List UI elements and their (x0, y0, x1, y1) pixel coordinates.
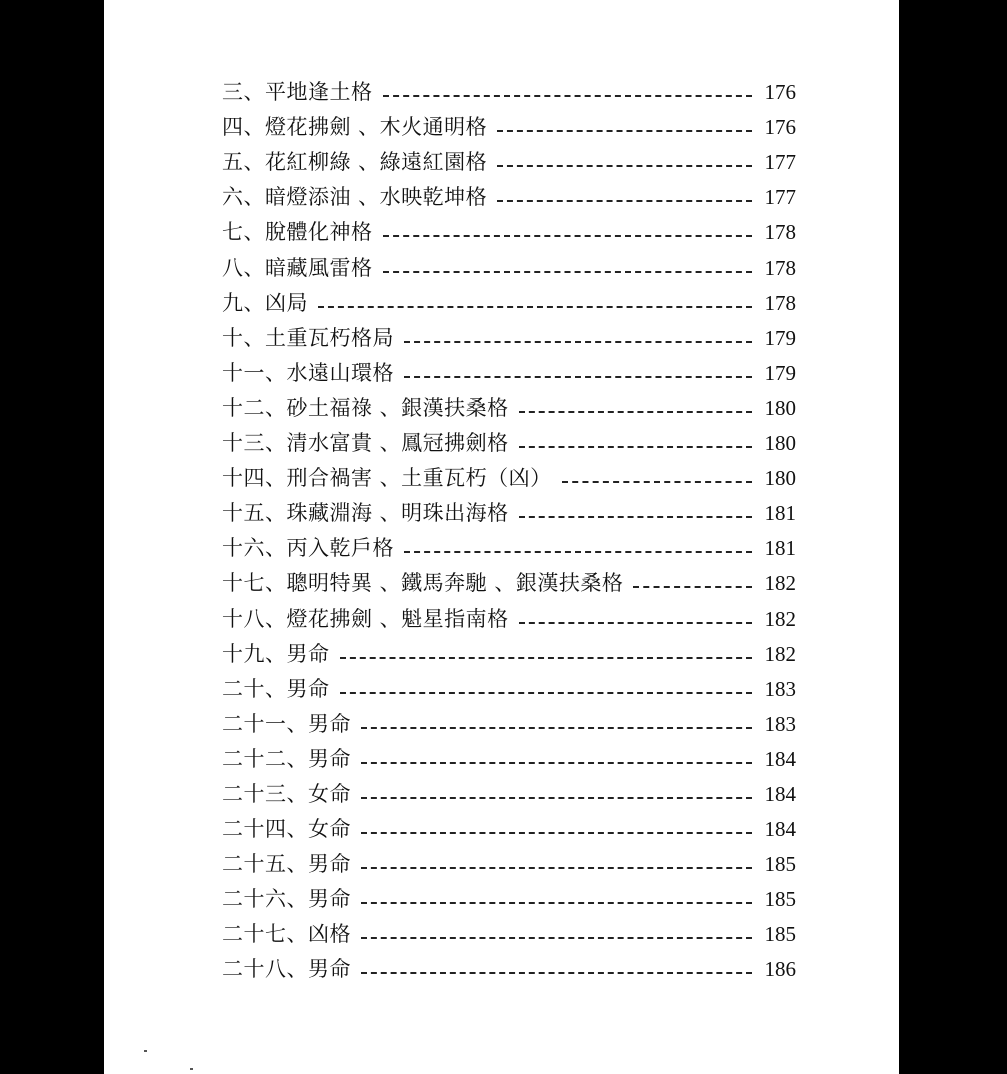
toc-entry-title: 十七、聰明特異 、鐵馬奔馳 、銀漢扶桑格 (222, 571, 624, 596)
toc-entry-title: 二十五、男命 (222, 852, 351, 877)
toc-entry-title: 五、花紅柳綠 、綠遠紅園格 (222, 150, 488, 175)
toc-entry-page: 184 (764, 817, 796, 842)
toc-entry-title: 二十七、凶格 (222, 922, 351, 947)
toc-leader-dots (361, 832, 752, 834)
toc-entry-page: 185 (764, 922, 796, 947)
toc-entry-title: 二十四、女命 (222, 817, 351, 842)
toc-entry[interactable] (222, 421, 796, 456)
toc-entry-title: 二十、男命 (222, 676, 330, 701)
toc-entry[interactable] (222, 702, 796, 737)
toc-entry[interactable] (222, 667, 796, 702)
toc-entry-page: 176 (764, 80, 796, 105)
toc-entry-title: 十四、刑合禍害 、土重瓦朽（凶） (222, 466, 552, 491)
toc-entry-title: 十一、水遠山環格 (222, 360, 394, 385)
toc-entry-page: 182 (764, 606, 796, 631)
toc-entry[interactable] (222, 245, 796, 280)
toc-entry[interactable] (222, 70, 796, 105)
toc-entry-page: 177 (764, 185, 796, 210)
toc-entry-title: 三、平地逢土格 (222, 80, 373, 105)
toc-leader-dots (361, 727, 752, 729)
toc-entry-page: 186 (764, 957, 796, 982)
toc-entry-page: 185 (764, 887, 796, 912)
toc-leader-dots (633, 586, 752, 588)
toc-entry[interactable] (222, 947, 796, 982)
table-of-contents (222, 70, 796, 982)
toc-entry-page: 177 (764, 150, 796, 175)
toc-entry-title: 八、暗藏風雷格 (222, 255, 373, 280)
toc-entry-title: 十八、燈花拂劍 、魁星指南格 (222, 606, 509, 631)
toc-entry-page: 185 (764, 852, 796, 877)
toc-entry[interactable] (222, 912, 796, 947)
toc-entry-title: 十二、砂土福祿 、銀漢扶桑格 (222, 395, 509, 420)
toc-leader-dots (404, 341, 752, 343)
toc-entry-title: 二十三、女命 (222, 781, 351, 806)
toc-leader-dots (361, 867, 752, 869)
toc-leader-dots (519, 516, 752, 518)
toc-leader-dots (361, 902, 752, 904)
toc-entry[interactable] (222, 140, 796, 175)
toc-entry[interactable] (222, 105, 796, 140)
toc-entry-title: 六、暗燈添油 、水映乾坤格 (222, 185, 488, 210)
toc-leader-dots (404, 551, 752, 553)
toc-entry-page: 180 (764, 431, 796, 456)
toc-entry-title: 二十八、男命 (222, 957, 351, 982)
toc-leader-dots (383, 235, 753, 237)
toc-entry-page: 180 (764, 395, 796, 420)
toc-entry[interactable] (222, 386, 796, 421)
toc-entry[interactable] (222, 772, 796, 807)
toc-leader-dots (318, 306, 752, 308)
toc-leader-dots (497, 130, 752, 132)
toc-entry-page: 181 (764, 536, 796, 561)
toc-entry[interactable] (222, 877, 796, 912)
toc-entry[interactable] (222, 561, 796, 596)
toc-leader-dots (404, 376, 752, 378)
scan-speck (190, 1068, 193, 1070)
toc-leader-dots (497, 165, 752, 167)
toc-leader-dots (383, 95, 753, 97)
toc-entry-page: 184 (764, 746, 796, 771)
toc-entry-page: 184 (764, 781, 796, 806)
toc-leader-dots (340, 657, 753, 659)
toc-entry[interactable] (222, 807, 796, 842)
toc-entry[interactable] (222, 281, 796, 316)
toc-entry-title: 四、燈花拂劍 、木火通明格 (222, 115, 488, 140)
toc-entry-page: 176 (764, 115, 796, 140)
toc-entry-page: 183 (764, 711, 796, 736)
toc-entry-page: 181 (764, 501, 796, 526)
toc-entry-title: 九、凶局 (222, 290, 308, 315)
toc-entry[interactable] (222, 175, 796, 210)
toc-entry-title: 十三、清水富貴 、鳳冠拂劍格 (222, 431, 509, 456)
toc-entry-title: 七、脫體化神格 (222, 220, 373, 245)
toc-leader-dots (497, 200, 752, 202)
toc-entry-title: 十六、丙入乾戶格 (222, 536, 394, 561)
toc-entry[interactable] (222, 456, 796, 491)
toc-entry-page: 178 (764, 290, 796, 315)
toc-entry-title: 二十二、男命 (222, 746, 351, 771)
toc-entry[interactable] (222, 526, 796, 561)
toc-leader-dots (562, 481, 752, 483)
toc-entry[interactable] (222, 842, 796, 877)
toc-entry[interactable] (222, 491, 796, 526)
toc-entry-page: 183 (764, 676, 796, 701)
toc-entry[interactable] (222, 316, 796, 351)
toc-entry[interactable] (222, 351, 796, 386)
toc-entry-title: 二十六、男命 (222, 887, 351, 912)
toc-entry-title: 十九、男命 (222, 641, 330, 666)
toc-leader-dots (519, 411, 752, 413)
toc-leader-dots (340, 692, 753, 694)
toc-entry[interactable] (222, 210, 796, 245)
toc-entry[interactable] (222, 596, 796, 631)
toc-entry[interactable] (222, 737, 796, 772)
toc-entry-page: 182 (764, 571, 796, 596)
toc-leader-dots (519, 446, 752, 448)
toc-entry-page: 182 (764, 641, 796, 666)
toc-leader-dots (361, 797, 752, 799)
toc-entry-page: 180 (764, 466, 796, 491)
toc-entry-page: 178 (764, 255, 796, 280)
toc-entry-title: 十五、珠藏淵海 、明珠出海格 (222, 501, 509, 526)
toc-entry-title: 十、土重瓦朽格局 (222, 325, 394, 350)
toc-entry[interactable] (222, 632, 796, 667)
toc-leader-dots (361, 762, 752, 764)
toc-leader-dots (519, 622, 752, 624)
toc-leader-dots (383, 271, 753, 273)
toc-entry-title: 二十一、男命 (222, 711, 351, 736)
toc-entry-page: 179 (764, 360, 796, 385)
toc-leader-dots (361, 937, 752, 939)
toc-entry-page: 178 (764, 220, 796, 245)
scan-speck (144, 1050, 147, 1052)
toc-leader-dots (361, 972, 752, 974)
toc-entry-page: 179 (764, 325, 796, 350)
